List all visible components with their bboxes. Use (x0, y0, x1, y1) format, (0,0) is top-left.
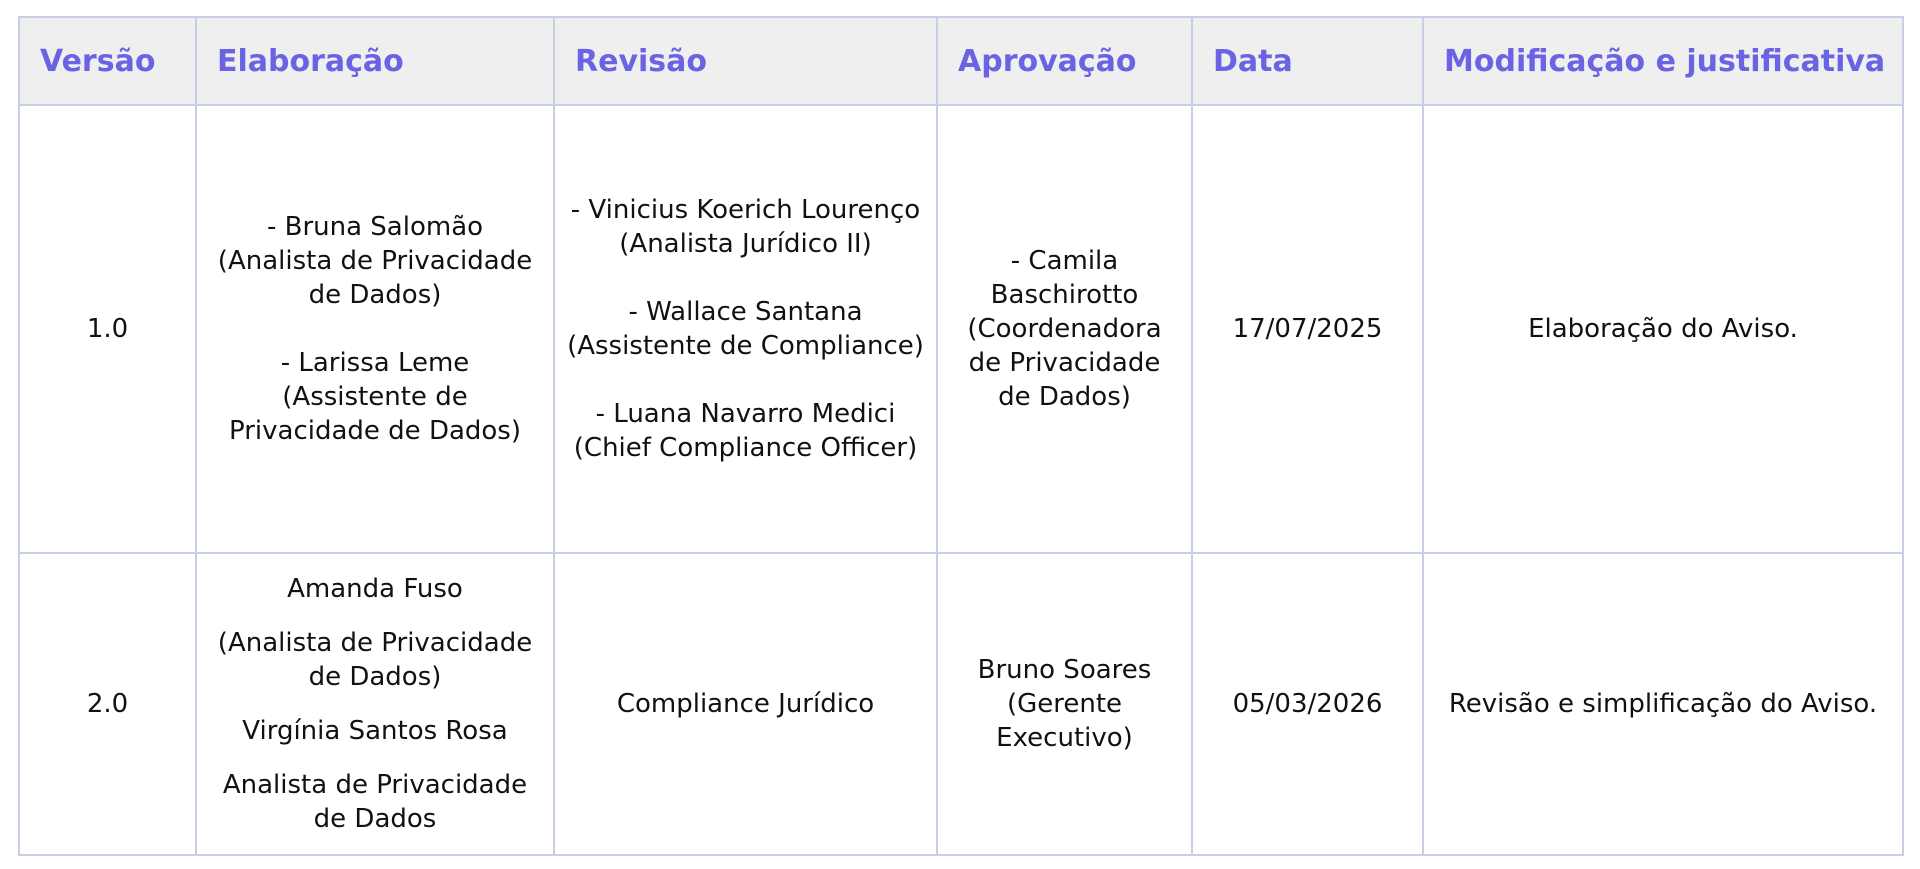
revisao-person-role: (Assistente de Compliance) (567, 331, 924, 361)
cell-versao: 2.0 (19, 553, 196, 855)
cell-modificacao: Elaboração do Aviso. (1423, 105, 1903, 553)
table-header-row (19, 17, 1903, 105)
header-elaboracao: Elaboração (196, 17, 554, 105)
elaboracao-line: Virgínia Santos Rosa (242, 716, 508, 746)
revisao-person-name: - Vinicius Koerich Lourenço (570, 195, 921, 225)
elaboracao-line: Analista de Privacidade de Dados (222, 770, 528, 834)
cell-revisao (554, 105, 937, 553)
revisao-person-role: (Chief Compliance Officer) (573, 433, 918, 463)
elaboracao-line: (Analista de Privacidade de Dados) (217, 628, 533, 692)
elaboracao-line: Amanda Fuso (287, 574, 463, 604)
header-versao: Versão (19, 17, 196, 105)
header-data: Data (1192, 17, 1423, 105)
elaboracao-person-name: - Larissa Leme (280, 348, 470, 378)
header-revisao: Revisão (554, 17, 937, 105)
cell-aprovacao: Bruno Soares (Gerente Executivo) (937, 553, 1192, 855)
version-history-table (18, 16, 1904, 856)
cell-data: 17/07/2025 (1192, 105, 1423, 553)
cell-versao: 1.0 (19, 105, 196, 553)
cell-data: 05/03/2026 (1192, 553, 1423, 855)
revisao-person-name: - Luana Navarro Medici (595, 399, 896, 429)
revisao-person-name: - Wallace Santana (628, 297, 863, 327)
cell-modificacao: Revisão e simplificação do Aviso. (1423, 553, 1903, 855)
elaboracao-person-name: - Bruna Salomão (266, 212, 484, 242)
cell-elaboracao (196, 553, 554, 855)
revisao-person-role: (Analista Jurídico II) (619, 229, 872, 259)
elaboracao-person-role: (Assistente de Privacidade de Dados) (229, 382, 521, 446)
elaboracao-person-role: (Analista de Privacidade de Dados) (217, 246, 533, 310)
header-aprovacao: Aprovação (937, 17, 1192, 105)
cell-revisao: Compliance Jurídico (554, 553, 937, 855)
cell-aprovacao: - Camila Baschirotto (Coordenadora de Privacidade de Dados) (937, 105, 1192, 553)
header-modificacao: Modificação e justificativa (1423, 17, 1903, 105)
table-row (19, 105, 1903, 553)
table-row (19, 553, 1903, 855)
cell-elaboracao (196, 105, 554, 553)
